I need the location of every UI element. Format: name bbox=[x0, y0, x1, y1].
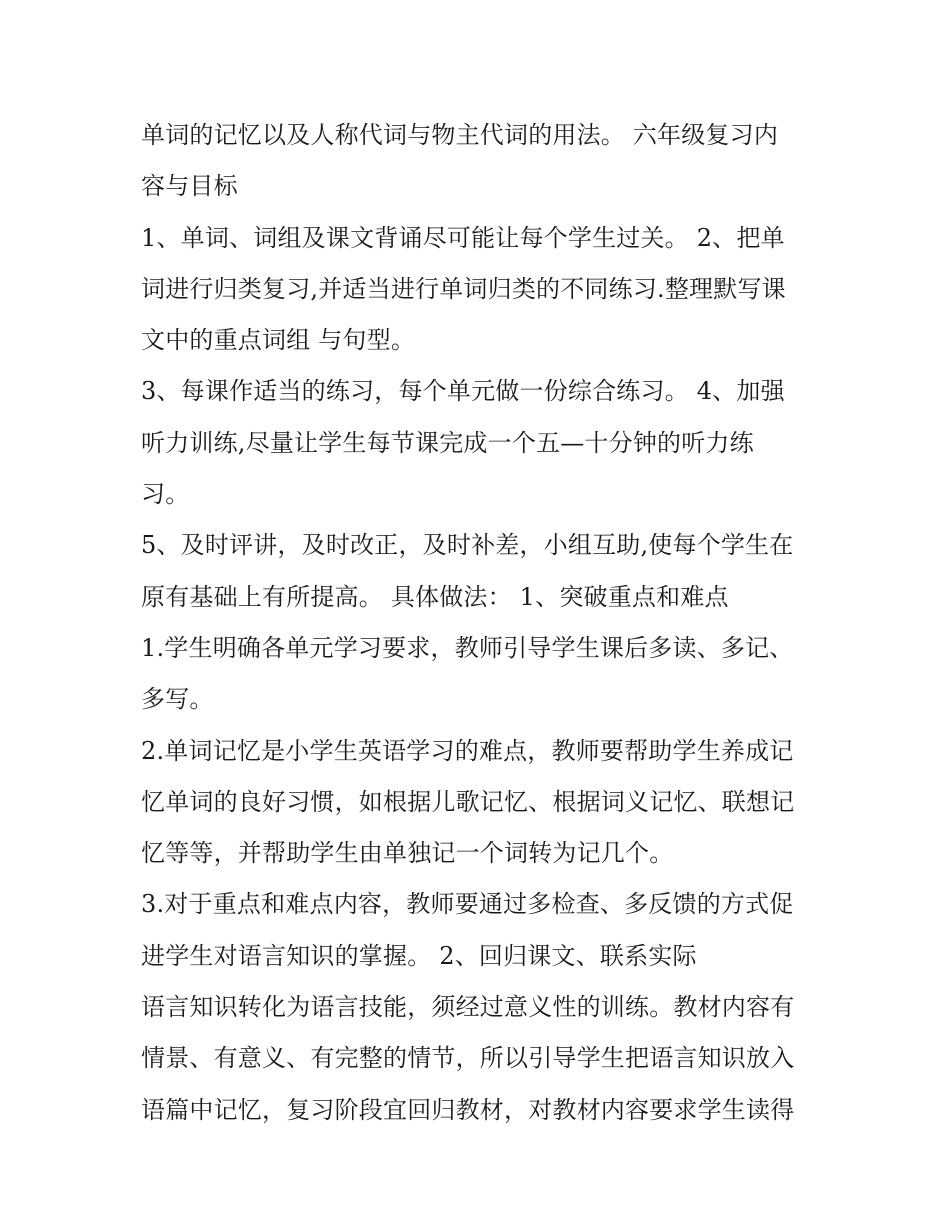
text-line: 2.单词记忆是小学生英语学习的难点，教师要帮助学生养成记 bbox=[141, 736, 794, 765]
text-line: 1、单词、词组及课文背诵尽可能让每个学生过关。 2、把单 bbox=[141, 223, 785, 252]
text-line: 情景、有意义、有完整的情节，所以引导学生把语言知识放入 bbox=[141, 1044, 795, 1073]
text-line: 语言知识转化为语言技能，须经过意义性的训练。教材内容有 bbox=[141, 993, 795, 1022]
text-line: 容与目标 bbox=[141, 172, 238, 201]
text-line: 3.对于重点和难点内容，教师要通过多检查、多反馈的方式促 bbox=[141, 890, 794, 919]
text-line: 文中的重点词组 与句型。 bbox=[141, 326, 416, 355]
text-line: 单词的记忆以及人称代词与物主代词的用法。 六年级复习内 bbox=[141, 121, 779, 149]
text-line: 1.学生明确各单元学习要求，教师引导学生课后多读、多记、 bbox=[141, 633, 794, 662]
text-line: 原有基础上有所提高。 具体做法： 1、突破重点和难点 bbox=[141, 582, 729, 611]
text-line: 忆等等，并帮助学生由单独记一个词转为记几个。 bbox=[141, 839, 674, 868]
text-line: 忆单词的良好习惯，如根据儿歌记忆、根据词义记忆、联想记 bbox=[141, 787, 795, 816]
text-line: 语篇中记忆，复习阶段宜回归教材，对教材内容要求学生读得 bbox=[141, 1095, 795, 1124]
text-line: 词进行归类复习,并适当进行单词归类的不同练习.整理默写课 bbox=[141, 274, 786, 303]
text-line: 进学生对语言知识的掌握。 2、回归课文、联系实际 bbox=[141, 941, 697, 970]
text-line: 5、及时评讲，及时改正，及时补差，小组互助,使每个学生在 bbox=[141, 531, 794, 560]
text-line: 多写。 bbox=[141, 685, 214, 714]
text-line: 听力训练,尽量让学生每节课完成一个五—十分钟的听力练 bbox=[141, 428, 754, 457]
text-line: 习。 bbox=[141, 480, 190, 509]
body-text bbox=[141, 110, 831, 1136]
text-line: 3、每课作适当的练习，每个单元做一份综合练习。 4、加强 bbox=[141, 377, 785, 406]
